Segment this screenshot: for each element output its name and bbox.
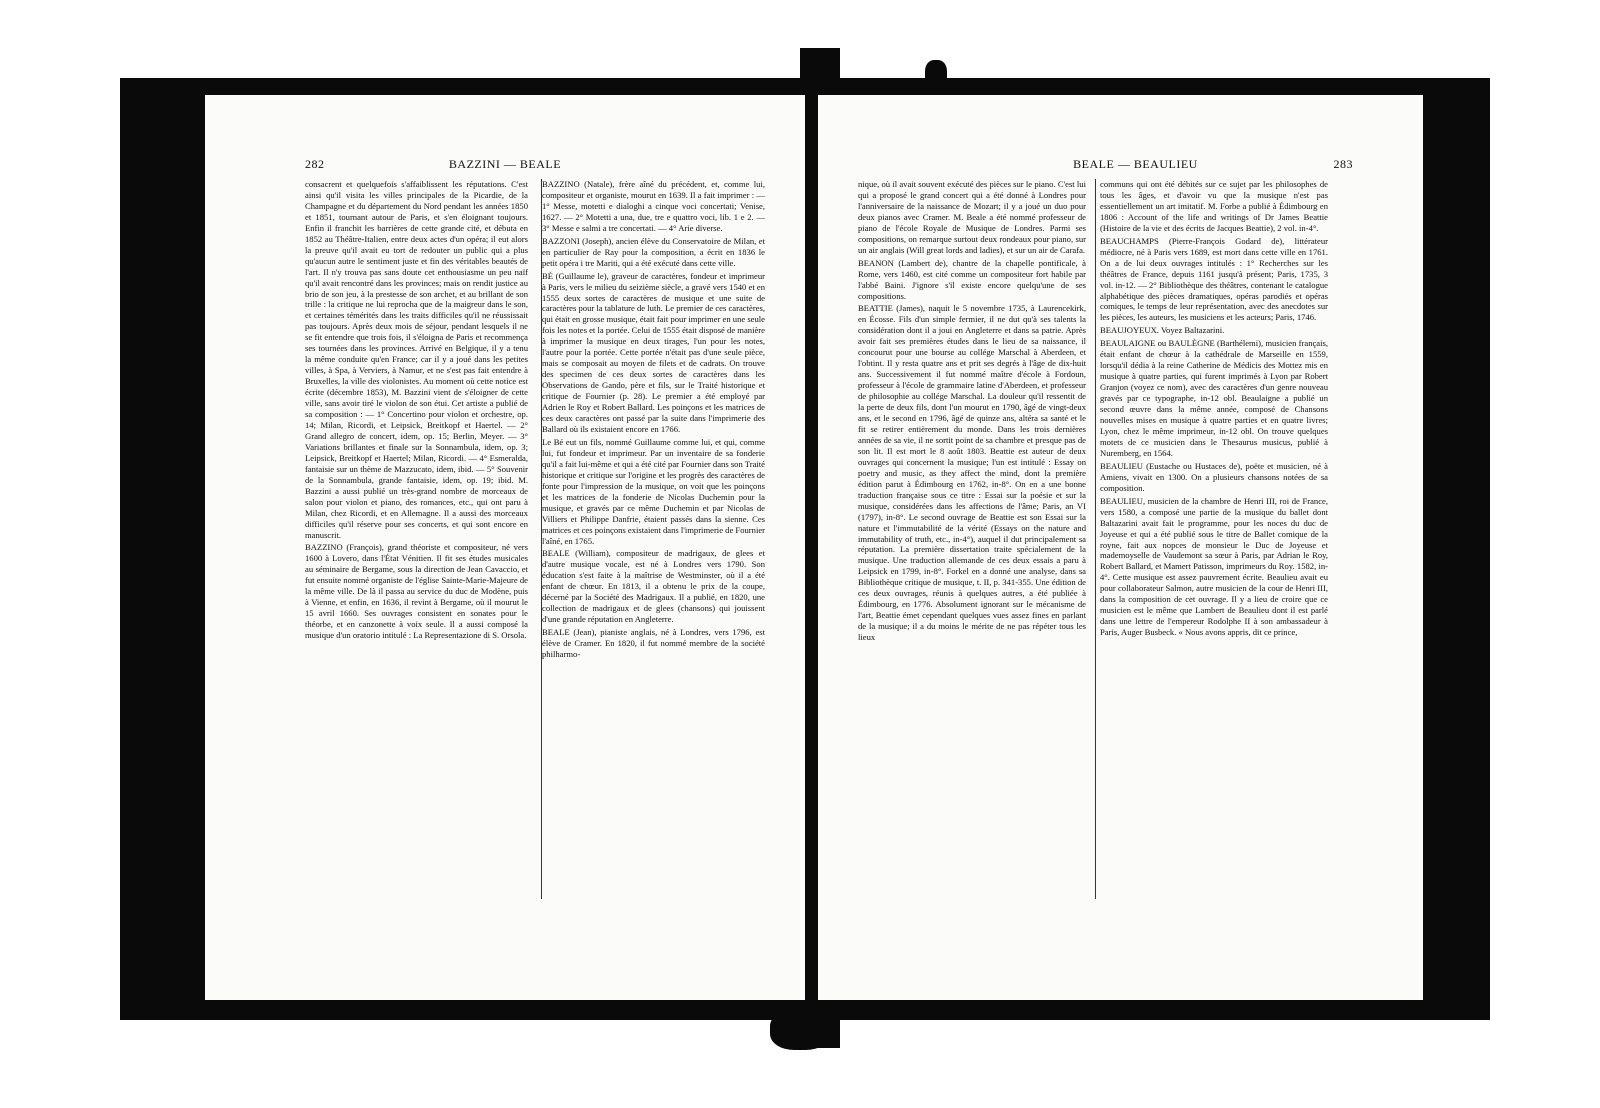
- right-column-1: [858, 179, 1086, 643]
- entry-paragraph: BEALE (Jean), pianiste anglais, né à Londres, vers 1796, est élève de Cramer. En 1820, il fut nommé membre de la société philharmo-: [542, 627, 765, 660]
- entry-paragraph: BEATTIE (James), naquit le 5 novembre 1735, à Laurencekirk, en Écosse. Fils d'un simple fermier, il ne dut qu'à ses talents la considération dont il a joui en Angleterre et dans sa patrie. Après avoir fait ses premières études dans le lieu de sa naissance, il concourut pour une bourse au collége Marschal à Aberdeen, et l'obtint. Il y resta quatre ans et prit ses degrés à l'âge de dix-huit ans. Successivement il fut nommé maître d'école à Fordoun, professeur à l'école de grammaire latine d'Aberdeen, et professeur de philosophie au collége Marschal. La douleur qu'il ressentit de la perte de deux fils, dont l'un mourut en 1790, âgé de vingt-deux ans, et le second en 1796, âgé de quinze ans, altéra sa santé et le fit se retirer entièrement du monde. Dans les trois dernières années de sa vie, il ne sortit point de sa chambre et presque pas de son lit. Il est mort le 8 août 1803. Beattie est auteur de deux ouvrages qui concernent la musique; l'un est intitulé : Essay on poetry and music, as they affect the mind, dont la première édition parut à Édimbourg en 1762, in-8°. On en a une bonne traduction française sous ce titre : Essai sur la poésie et sur la musique, considérées dans les affections de l'âme; Paris, an VI (1797), in-8°. Le second ouvrage de Beattie est son Essai sur la nature et l'immutabilité de la vérité (Essays on the nature and immutability of truth, etc., in-4°), auquel il dut principalement sa réputation. La première dissertation traite spécialement de la musique. Une traduction allemande de ces deux essais a paru à Leipsick en 1799, in-8°. Forkel en a donné une analyse, dans sa Bibliothèque critique de musique, t. II, p. 341-355. Une édition de ces deux ouvrages, réunis à quelques autres, a été publiée à Édimbourg, en 1776. Absolument ignorant sur le mécanisme de l'art, Beattie émet cependant quelques vues assez fines en parlant de la musique; il a du moins le mérite de ne pas répéter tous les lieux: [858, 303, 1086, 643]
- entry-paragraph: BAZZONI (Joseph), ancien élève du Conservatoire de Milan, et en particulier de Ray pour la composition, a écrit en 1836 le petit opéra i tre Mariti, qui a été exécuté dans cette ville.: [542, 235, 765, 268]
- right-page: [818, 95, 1423, 1000]
- entry-paragraph: BEALE (William), compositeur de madrigaux, de glees et d'autre musique vocale, est né à Londres vers 1790. Son éducation s'est faite à la maîtrise de Westminster, où il a été enfant de chœur. En 1813, il a obtenu le prix de la coupe, décerné par la Société des Madrigaux. Il a publié, en 1820, une collection de madrigaux et de glees (chansons) qui jouissent d'une grande réputation en Angleterre.: [542, 548, 765, 625]
- entry-paragraph: nique, où il avait souvent exécuté des pièces sur le piano. C'est lui qui a proposé le grand concert qui a été donné à Londres pour l'anniversaire de la naissance de Mozart; il y a joué un duo pour deux pianos avec Cramer. M. Beale a été nommé professeur de piano de l'école Royale de Musique de Londres. Parmi ses compositions, on remarque surtout deux rondeaux pour piano, sur un air anglais (Will great lords and ladies), et sur un air de Carafa.: [858, 179, 1086, 255]
- page-number-right: 283: [1333, 157, 1353, 171]
- left-column-1: [305, 179, 528, 660]
- right-column-2: [1100, 179, 1328, 643]
- running-title-left: BAZZINI — BEALE: [448, 157, 562, 171]
- entry-paragraph: BÉ (Guillaume le), graveur de caractères, fondeur et imprimeur à Paris, vers le milieu du seizième siècle, a gravé vers 1540 et en 1555 deux sortes de caractères de musique et une suite de caractères pour la tablature de luth. Le premier de ces caractères, qui était en grosse musique, était fait pour imprimer en une seule fois les notes et la portée. Celui de 1555 était disposé de manière à imprimer la musique en deux tirages, l'un pour les notes, l'autre pour la portée. Cette portée n'était pas d'une seule pièce, mais se composait au moyen de filets et de cadrats. On trouve des specimen de ces deux sortes de caractères dans les Observations de Gando, père et fils, sur le Traité historique et critique de Fournier (p. 28). Le premier a été employé par Adrien le Roy et Robert Ballard. Les poinçons et les matrices de ces deux caractères ont passé par la suite dans l'imprimerie des Ballard où ils existaient encore en 1766.: [542, 270, 765, 434]
- entry-paragraph: BEAUCHAMPS (Pierre-François Godard de), littérateur médiocre, né à Paris vers 1689, est mort dans cette ville en 1761. On a de lui deux ouvrages intitulés : 1° Recherches sur les théâtres de France, depuis 1161 jusqu'à présent; Paris, 1735, 3 vol. in-12. — 2° Bibliothèque des théâtres, contenant le catalogue alphabétique des pièces dramatiques, opéras parodiés et opéras comiques, le temps de leur représentation, avec des anecdotes sur les pièces, les auteurs, les musiciens et les acteurs; Paris, 1746.: [1100, 235, 1328, 323]
- running-title-right: BEALE — BEAULIEU: [1073, 157, 1198, 171]
- running-head-left: [305, 157, 765, 173]
- entry-paragraph: BEAUJOYEUX. Voyez Baltazarini.: [1100, 325, 1225, 336]
- entry-paragraph: BEAULIEU, musicien de la chambre de Henri III, roi de France, vers 1580, a composé une partie de la musique du ballet dont Baltazarini avait fait le programme, pour les noces du duc de Joyeuse et qui a été publié sous le titre de Ballet comique de la royne, fait aux nopces de monsieur le Duc de Joyeuse et mademoyselle de Vaudemont sa sœur à Paris, par Adrian le Roy, Robert Ballard, et Mamert Patisson, imprimeurs du Roy. 1582, in-4°. Cette musique est assez pauvrement écrite. Beaulieu avait eu pour collaborateur Salmon, autre musicien de la cour de Henri III, dans la composition de cet ouvrage. Il y a lieu de croire que ce musicien est le même que Lambert de Beaulieu dont il est parlé dans une lettre de l'empereur Rodolphe II à son ambassadeur à Paris, Auger Busbeck. « Nous avons appris, dit ce prince,: [1100, 495, 1328, 638]
- entry-paragraph: BAZZINO (Natale), frère aîné du précédent, et, comme lui, compositeur et organiste, mourut en 1639. Il a fait imprimer : — 1° Messe, motetti e dialoghi a cinque voci concertati; Venise, 1627. — 2° Motetti a una, due, tre e quattro voci, lib. 1 e 2. — 3° Messe e salmi a tre concertati. — 4° Arie diverse.: [542, 179, 765, 233]
- entry-paragraph: Le Bé eut un fils, nommé Guillaume comme lui, et qui, comme lui, fut fondeur et imprimeur. Par un inventaire de sa fonderie qu'il a fait lui-même et qui a été cité par Fournier dans son Traité historique et critique sur l'origine et les progrès des caractères de fonte pour l'impression de la musique, on voit que les poinçons et les matrices de la fonderie de Nicolas Duchemin pour la musique, et gravés par ce même Duchemin et par Nicolas de Villiers et Philippe Danfrie, étaient passés dans la sienne. Ces matrices et ces poinçons existaient dans l'imprimerie de Fournier l'aîné, en 1765.: [542, 436, 765, 546]
- entry-paragraph: BEAULAIGNE ou BAULÈGNE (Barthélemi), musicien français, était enfant de chœur à la cathédrale de Marseille en 1559, lorsqu'il dédia à la reine Catherine de Médicis des Mottez mis en musique à quatre parties, qui furent imprimés à Lyon par Robert Granjon (voyez ce nom), avec des caractères d'un genre nouveau gravés par ce typographe, in-12 obl. Beaulaigne a publié un second œuvre dans la même année, composé de Chansons nouvelles mises en musique à quatre parties et en quatre livres; Lyon, chez le même imprimeur, in-12 obl. On trouve quelques motets de ce musicien dans le Thesaurus musicus, publié à Nuremberg, en 1564.: [1100, 338, 1328, 458]
- entry-paragraph: consacrent et quelquefois s'affaiblissent les réputations. C'est ainsi qu'il visita les villes principales de la Picardie, de la Champagne et du département du Nord pendant les années 1850 et 1851, tournant autour de Paris, et s'en éloignant toujours. Enfin il franchit les barrières de cette grande cité, et débuta en 1852 au Théâtre-Italien, entre deux actes d'un opéra; il eut alors la preuve qu'il avait eu tort de redouter un public qui a plus qu'aucun autre le sentiment juste et fin des véritables beautés de l'art. Il n'y trouva pas sans doute cet enthousiasme un peu naïf qu'il avait rencontré dans les provinces; mais on rendit justice au brio de son jeu, à la prestesse de son archet, et au brillant de son trille : la critique ne lui reprocha que de la maigreur dans le son, et certaines témérités dans les traits difficiles qu'il ne réussissait pas toujours. Après deux mois de séjour, pendant lesquels il ne se fit entendre que trois fois, il s'éloigna de Paris et recommença ses tournées dans les provinces. Arrivé en Belgique, il y a tenu la même conduite qu'en France; car il y a joué dans les petites villes, à Spa, à Verviers, à Namur, et ne s'est pas fait entendre à Bruxelles, la ville des violonistes. Au moment où cette notice est écrite (décembre 1853), M. Bazzini vient de s'éloigner de cette ville, sans avoir tiré le violon de son étui. Cet artiste a publié de sa composition : — 1° Concertino pour violon et orchestre, op. 14; Milan, Ricordi, et Leipsick, Breitkopf et Haertel. — 2° Grand allegro de concert, idem, op. 15; Berlin, Meyer. — 3° Variations brillantes et finale sur la Sonnambula, idem, op. 3; Leipsick, Breitkopf et Haertel; Milan, Ricordi. — 4° Esmeralda, fantaisie sur un thème de Mazzucato, idem, ibid. — 5° Souvenir de la Sonnambula, grande fantaisie, idem, op. 19; ibid. M. Bazzini a aussi publié un très-grand nombre de morceaux de salon pour violon et piano, des romances, etc., qui ont paru à Milan, chez Ricordi, et en Allemagne. Il a aussi des morceaux difficiles qu'il réserve pour ses concerts, et qui sont encore en manuscrit.: [305, 179, 528, 540]
- running-head-right: [858, 157, 1353, 173]
- right-columns: [858, 179, 1328, 643]
- entry-paragraph: BAZZINO (François), grand théoriste et compositeur, né vers 1600 à Lovero, dans l'État Vénitien. Il fit ses études musicales au séminaire de Bergame, sous la direction de Jean Cavaccio, et fut ensuite nommé organiste de l'église Sainte-Marie-Majeure de la même ville. De là il passa au service du duc de Modène, puis à Vienne, et enfin, en 1636, il revint à Bergame, où il mourut le 15 avril 1660. Ses ouvrages consistent en sonates pour le théorbe, et en canzonette à voix seule. Il a aussi composé la musique d'un oratorio intitulé : La Representazione di S. Orsola.: [305, 542, 528, 641]
- page-number-left: 282: [305, 157, 325, 171]
- left-column-2: [542, 179, 765, 660]
- left-columns: [305, 179, 765, 660]
- entry-paragraph: BEAULIEU (Eustache ou Hustaces de), poëte et musicien, né à Amiens, vivait en 1300. On a plusieurs chansons notées de sa composition.: [1100, 460, 1328, 493]
- left-page: [205, 95, 805, 1000]
- binding-smudge: [770, 1010, 830, 1050]
- entry-paragraph: BEANON (Lambert de), chantre de la chapelle pontificale, à Rome, vers 1460, est cité comme un compositeur fort habile par l'abbé Baini. J'ignore s'il existe encore quelqu'une de ses compositions.: [858, 257, 1086, 301]
- entry-paragraph: communs qui ont été débités sur ce sujet par les philosophes de tous les âges, et d'avoir vu que la musique n'est pas essentiellement un art imitatif. M. Forbe a publié à Édimbourg en 1806 : Account of the life and writings of Dr James Beattie (Histoire de la vie et des écrits de Jacques Beattie), 2 vol. in-4°.: [1100, 179, 1328, 233]
- top-smudge: [925, 60, 947, 88]
